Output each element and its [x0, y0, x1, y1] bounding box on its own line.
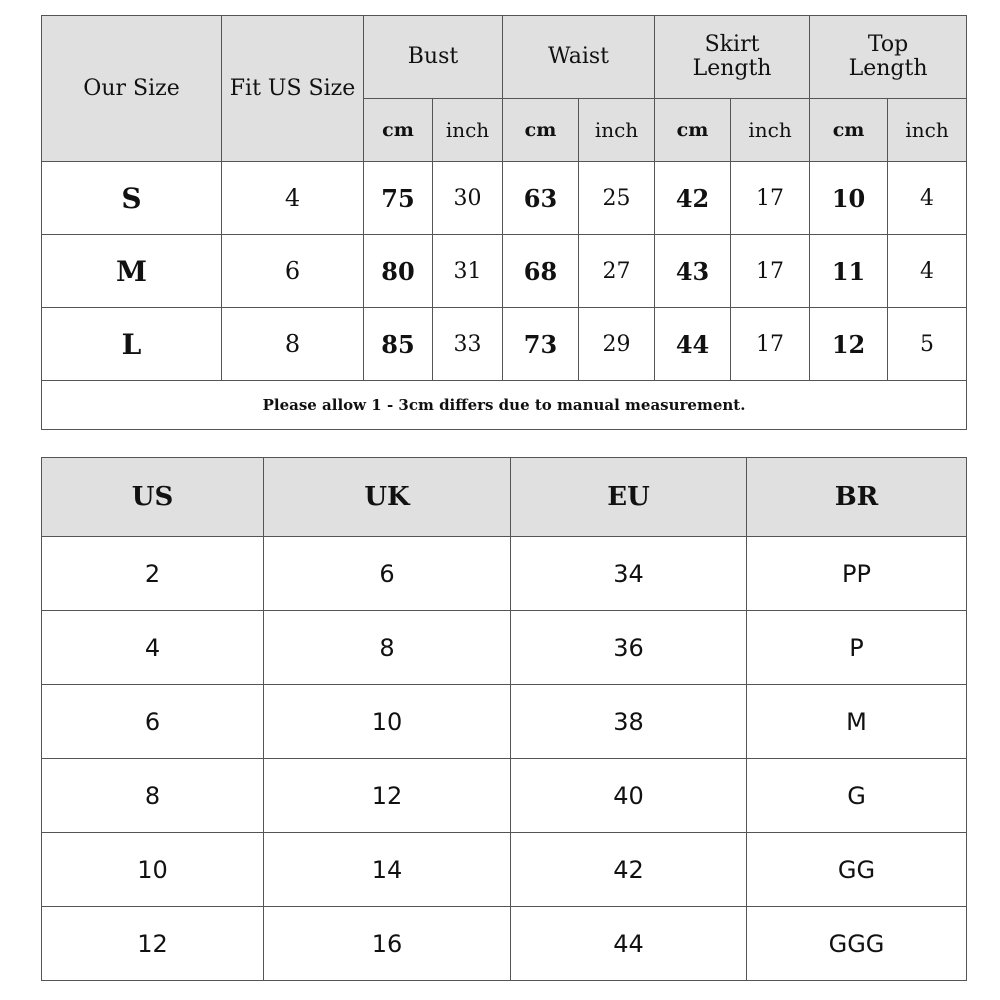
skirt-inch-value: 17	[731, 162, 810, 235]
subheader-skirt-inch: inch	[731, 99, 810, 162]
bust-inch-value: 30	[433, 162, 503, 235]
us-value: 6	[42, 685, 264, 759]
top-cm-value: 12	[810, 308, 888, 381]
subheader-waist-inch: inch	[579, 99, 655, 162]
top-inch-value: 4	[888, 162, 967, 235]
top-inch-value: 5	[888, 308, 967, 381]
subheader-bust-cm: cm	[364, 99, 433, 162]
bust-cm-value: 80	[364, 235, 433, 308]
region-table-body	[42, 537, 967, 981]
waist-cm-value: 68	[503, 235, 579, 308]
header-skirt-length	[655, 16, 810, 99]
table-row	[42, 162, 967, 235]
skirt-cm-value: 42	[655, 162, 731, 235]
waist-cm-value: 63	[503, 162, 579, 235]
table-row	[42, 907, 967, 981]
header-us: US	[42, 458, 264, 537]
us-value: 10	[42, 833, 264, 907]
size-label: S	[42, 162, 222, 235]
table-row	[42, 685, 967, 759]
subheader-top-cm: cm	[810, 99, 888, 162]
skirt-inch-value: 17	[731, 308, 810, 381]
br-value: PP	[747, 537, 967, 611]
uk-value: 8	[264, 611, 511, 685]
size-header-row	[42, 16, 967, 99]
br-value: G	[747, 759, 967, 833]
header-top-line1: Top	[867, 32, 909, 57]
bust-cm-value: 85	[364, 308, 433, 381]
us-size-value: 6	[222, 235, 364, 308]
eu-value: 42	[511, 833, 747, 907]
size-label: M	[42, 235, 222, 308]
eu-value: 34	[511, 537, 747, 611]
uk-value: 6	[264, 537, 511, 611]
table-row	[42, 235, 967, 308]
size-label: L	[42, 308, 222, 381]
bust-inch-value: 33	[433, 308, 503, 381]
header-skirt-line1: Skirt	[704, 32, 760, 57]
uk-value: 16	[264, 907, 511, 981]
eu-value: 38	[511, 685, 747, 759]
br-value: P	[747, 611, 967, 685]
header-eu: EU	[511, 458, 747, 537]
eu-value: 44	[511, 907, 747, 981]
waist-inch-value: 27	[579, 235, 655, 308]
header-fit-us-size: Fit US Size	[222, 16, 364, 162]
header-bust: Bust	[364, 16, 503, 99]
us-value: 2	[42, 537, 264, 611]
skirt-inch-value: 17	[731, 235, 810, 308]
header-our-size: Our Size	[42, 16, 222, 162]
waist-inch-value: 25	[579, 162, 655, 235]
us-value: 12	[42, 907, 264, 981]
br-value: GGG	[747, 907, 967, 981]
header-br: BR	[747, 458, 967, 537]
us-size-value: 4	[222, 162, 364, 235]
waist-cm-value: 73	[503, 308, 579, 381]
note-row	[42, 381, 967, 430]
uk-value: 12	[264, 759, 511, 833]
uk-value: 10	[264, 685, 511, 759]
us-size-value: 8	[222, 308, 364, 381]
measurement-note: Please allow 1 - 3cm differs due to manual measurement.	[42, 381, 967, 430]
table-row	[42, 611, 967, 685]
table-row	[42, 759, 967, 833]
header-uk: UK	[264, 458, 511, 537]
eu-value: 36	[511, 611, 747, 685]
us-value: 4	[42, 611, 264, 685]
region-size-table	[41, 457, 967, 981]
table-row	[42, 308, 967, 381]
uk-value: 14	[264, 833, 511, 907]
top-cm-value: 10	[810, 162, 888, 235]
subheader-waist-cm: cm	[503, 99, 579, 162]
skirt-cm-value: 44	[655, 308, 731, 381]
br-value: GG	[747, 833, 967, 907]
subheader-bust-inch: inch	[433, 99, 503, 162]
bust-inch-value: 31	[433, 235, 503, 308]
bust-cm-value: 75	[364, 162, 433, 235]
top-inch-value: 4	[888, 235, 967, 308]
waist-inch-value: 29	[579, 308, 655, 381]
header-top-line2: Length	[848, 56, 928, 81]
region-header-row	[42, 458, 967, 537]
us-value: 8	[42, 759, 264, 833]
skirt-cm-value: 43	[655, 235, 731, 308]
table-row	[42, 833, 967, 907]
header-waist: Waist	[503, 16, 655, 99]
br-value: M	[747, 685, 967, 759]
size-chart-table	[41, 15, 967, 430]
subheader-skirt-cm: cm	[655, 99, 731, 162]
header-top-length	[810, 16, 967, 99]
subheader-top-inch: inch	[888, 99, 967, 162]
header-skirt-line2: Length	[692, 56, 772, 81]
top-cm-value: 11	[810, 235, 888, 308]
eu-value: 40	[511, 759, 747, 833]
table-row	[42, 537, 967, 611]
